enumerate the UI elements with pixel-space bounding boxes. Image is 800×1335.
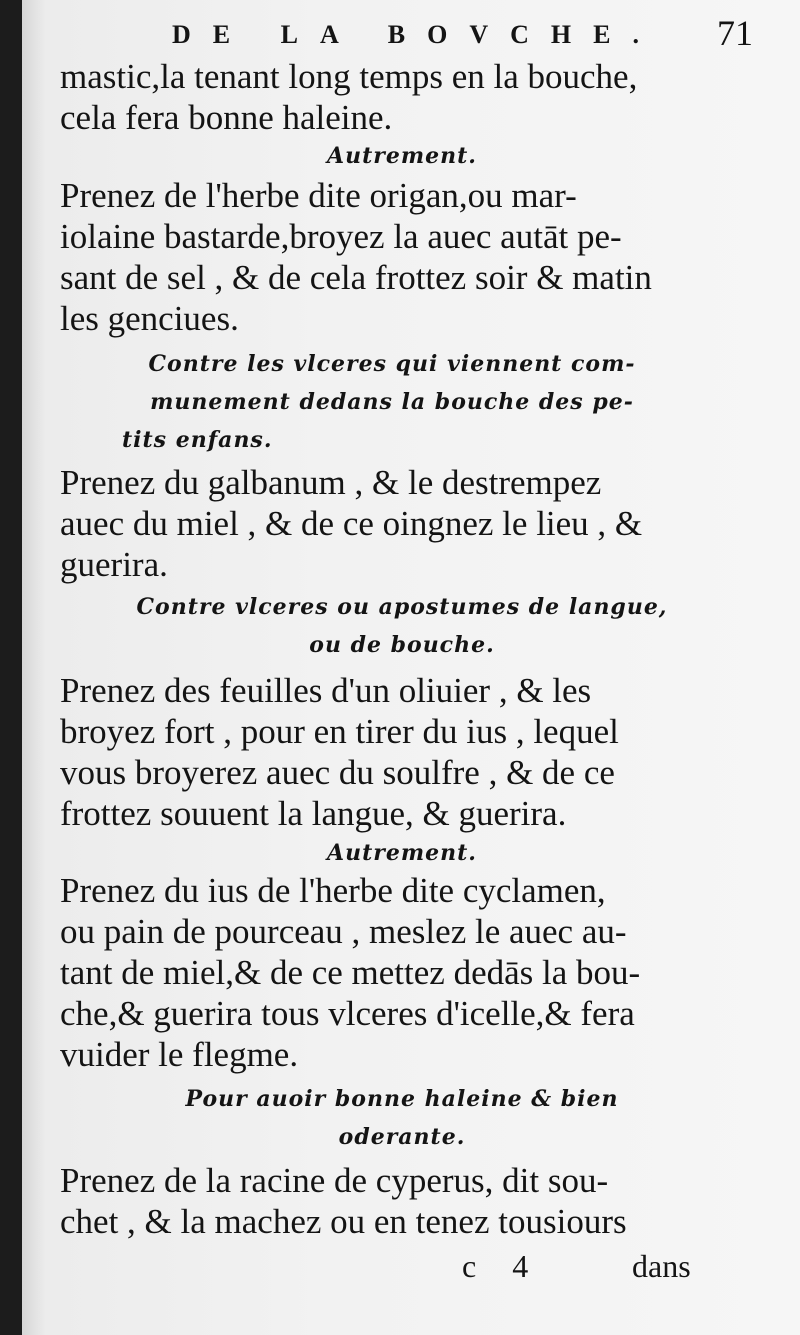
book-page <box>22 0 800 1335</box>
paragraph-oliuier <box>60 670 750 834</box>
text-line: vous broyerez auec du soulfre , & de ce <box>60 753 615 792</box>
paragraph-cyperus <box>60 1160 750 1242</box>
text-line: tant de miel,& de ce mettez dedās la bou- <box>60 953 641 992</box>
heading-line: munement dedans la bouche des pe- <box>150 389 634 415</box>
text-line: iolaine bastarde,broyez la auec autāt pe- <box>60 217 622 256</box>
text-line: che,& guerira tous vlceres d'icelle,& fera <box>60 994 635 1033</box>
page-footer <box>22 1248 800 1288</box>
text-line: frottez souuent la langue, & guerira. <box>60 794 567 833</box>
text-line: vuider le flegme. <box>60 1035 299 1074</box>
section-heading-haleine <box>62 1080 742 1156</box>
paragraph-origan <box>60 175 750 339</box>
text-line: guerira. <box>60 545 168 584</box>
running-title: DE LA BOVCHE. <box>172 20 661 49</box>
heading-line: Autrement. <box>327 840 477 866</box>
text-line: ou pain de pourceau , meslez le auec au- <box>60 912 627 951</box>
text-line: sant de sel , & de cela frottez soir & matin <box>60 258 652 297</box>
text-line: Prenez de la racine de cyperus, dit sou- <box>60 1161 609 1200</box>
section-heading-autrement-2 <box>62 834 742 872</box>
heading-line: Contre vlceres ou apostumes de langue, <box>136 594 668 620</box>
text-line: chet , & la machez ou en tenez tousiours <box>60 1202 627 1241</box>
paragraph-cyclamen <box>60 870 750 1075</box>
heading-line: oderante. <box>338 1124 466 1150</box>
page-header <box>22 8 800 53</box>
text-line: Prenez du ius de l'herbe dite cyclamen, <box>60 871 606 910</box>
catchword: dans <box>632 1248 691 1284</box>
heading-line: ou de bouche. <box>309 632 495 658</box>
heading-line: Pour auoir bonne haleine & bien <box>185 1086 619 1112</box>
text-line: broyez fort , pour en tirer du ius , lequel <box>60 712 619 751</box>
heading-line: Autrement. <box>327 143 477 169</box>
heading-line: Contre les vlceres qui viennent com- <box>148 351 636 377</box>
text-line: les genciues. <box>60 299 239 338</box>
text-line: Prenez des feuilles d'un oliuier , & les <box>60 671 592 710</box>
section-heading-apostumes <box>62 588 742 664</box>
text-line: Prenez de l'herbe dite origan,ou mar- <box>60 176 577 215</box>
text-line: cela fera bonne haleine. <box>60 98 393 137</box>
heading-line: tits enfans. <box>122 427 273 453</box>
signature-mark: c 4 <box>462 1248 543 1284</box>
text-line: mastic,la tenant long temps en la bouche, <box>60 57 638 96</box>
section-heading-vlceres-enfans <box>52 345 732 459</box>
page-number: 71 <box>717 13 753 53</box>
paragraph-1 <box>60 56 750 138</box>
section-heading-autrement-1 <box>62 137 742 175</box>
paragraph-galbanum <box>60 462 750 585</box>
text-line: auec du miel , & de ce oingnez le lieu , & <box>60 504 643 543</box>
text-line: Prenez du galbanum , & le destrempez <box>60 463 602 502</box>
